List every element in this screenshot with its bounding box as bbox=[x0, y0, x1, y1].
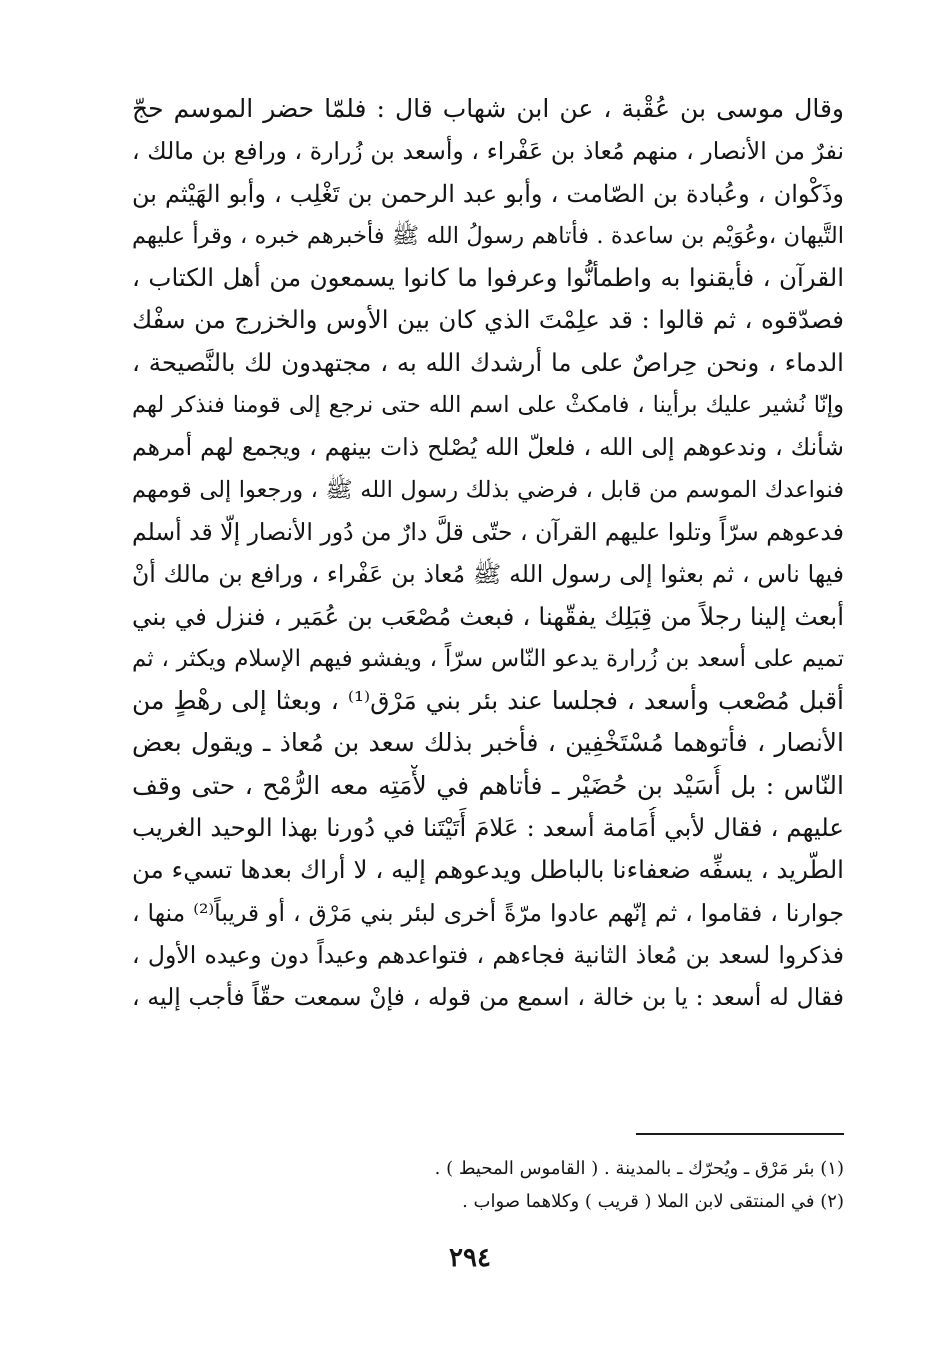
text-line: شأنك ، وندعوهم إلى الله ، فلعلّ الله يُصْلح ذات بينهم ، ويجمع لهم أمرهم bbox=[132, 433, 844, 462]
text-line: القرآن ، فأيقنوا به واطمأنُّوا وعرفوا ما كانوا يسمعون من أهل الكتاب ، bbox=[132, 263, 844, 293]
text-line: التَّيهان ،وعُوَيْم بن ساعدة . فأتاهم رسولُ الله ﷺ فأخبرهم خبره ، وقرأ عليهم bbox=[132, 222, 844, 249]
text-line: جوارنا ، فقاموا ، ثم إنّهم عادوا مرّةً أخرى لبئر بني مَرْق ، أو قريباً⁽²⁾ منها ، bbox=[132, 898, 844, 927]
text-line: الطّريد ، يسفِّه ضعفاءنا بالباطل ويدعوهم إليه ، لا أراك بعدها تسيء من bbox=[132, 855, 844, 885]
text-line: فدعوهم سرّاً وتلوا عليهم القرآن ، حتّى قلَّ دارٌ من دُور الأنصار إلّا قد أسلم bbox=[132, 517, 844, 546]
footnote-2: (٢) في المنتقى لابن الملا ( قريب ) وكلاهما صواب . bbox=[462, 1191, 844, 1212]
text-line: عليهم ، فقال لأبي أُمَامة أسعد : عَلامَ أَتَيْتَنا في دُورنا بهذا الوحيد الغريب bbox=[132, 813, 844, 843]
text-line: الأنصار ، فأتوهما مُسْتَخْفِين ، فأخبر بذلك سعد بن مُعاذ ـ ويقول بعض bbox=[132, 728, 844, 758]
text-line: أبعث إلينا رجلاً من قِبَلِك يفقّهنا ، فبعث مُصْعَب بن عُمَير ، فنزل في بني bbox=[132, 601, 844, 631]
footnotes bbox=[300, 1152, 844, 1218]
text-line: وقال موسى بن عُقْبة ، عن ابن شهاب قال : فلمّا حضر الموسم حجّ bbox=[132, 94, 844, 123]
text-line: وإنّا نُشير عليك برأينا ، فامكثْ على اسم الله حتى نرجع إلى قومنا فنذكر لهم bbox=[132, 392, 844, 419]
text-line: فقال له أسعد : يا بن خالة ، اسمع من قوله ، فإنْ سمعت حقّاً فأجب إليه ، bbox=[132, 983, 844, 1012]
page-number: ٢٩٤ bbox=[449, 1243, 491, 1273]
text-line: فصدّقوه ، ثم قالوا : قد علِمْتَ الذي كان بين الأوس والخزرج من سفْك bbox=[132, 305, 844, 335]
text-line: النّاس : بل أُسَيْد بن حُضَيْر ـ فأتاهم في لأْمَتِه معه الرُّمْح ، حتى وقف bbox=[132, 770, 844, 800]
text-line: أقبل مُصْعب وأسعد ، فجلسا عند بئر بني مَرْق⁽¹⁾ ، وبعثا إلى رهْطٍ من bbox=[132, 686, 844, 716]
footnote-1: (١) بئر مَرْق ـ ويُحرّك ـ بالمدينة . ( القاموس المحيط ) . bbox=[434, 1158, 844, 1179]
text-line: وذَكْوان ، وعُبادة بن الصّامت ، وأبو عبد الرحمن بن تَغْلِب ، وأبو الهَيْثم بن bbox=[132, 179, 844, 208]
text-line: فيها ناس ، ثم بعثوا إلى رسول الله ﷺ مُعاذ بن عَفْراء ، ورافع بن مالك أنْ bbox=[132, 560, 844, 589]
text-line: فذكروا لسعد بن مُعاذ الثانية فجاءهم ، فتواعدهم وعيداً دون وعيده الأول ، bbox=[132, 940, 844, 969]
text-line: الدماء ، ونحن حِراصٌ على ما أرشدك الله به ، مجتهدون لك بالنَّصيحة ، bbox=[132, 347, 844, 377]
text-line: فنواعدك الموسم من قابل ، فرضي بذلك رسول الله ﷺ ، ورجعوا إلى قومهم bbox=[132, 476, 844, 503]
text-line: تميم على أسعد بن زُرارة يدعو النّاس سرّاً ، ويفشو فيهم الإسلام ويكثر ، ثم bbox=[132, 645, 844, 672]
main-text bbox=[132, 88, 844, 1019]
footnote-divider bbox=[636, 1133, 844, 1135]
text-line: نفرٌ من الأنصار ، منهم مُعاذ بن عَفْراء ، وأسعد بن زُرارة ، ورافع بن مالك ، bbox=[132, 137, 844, 166]
